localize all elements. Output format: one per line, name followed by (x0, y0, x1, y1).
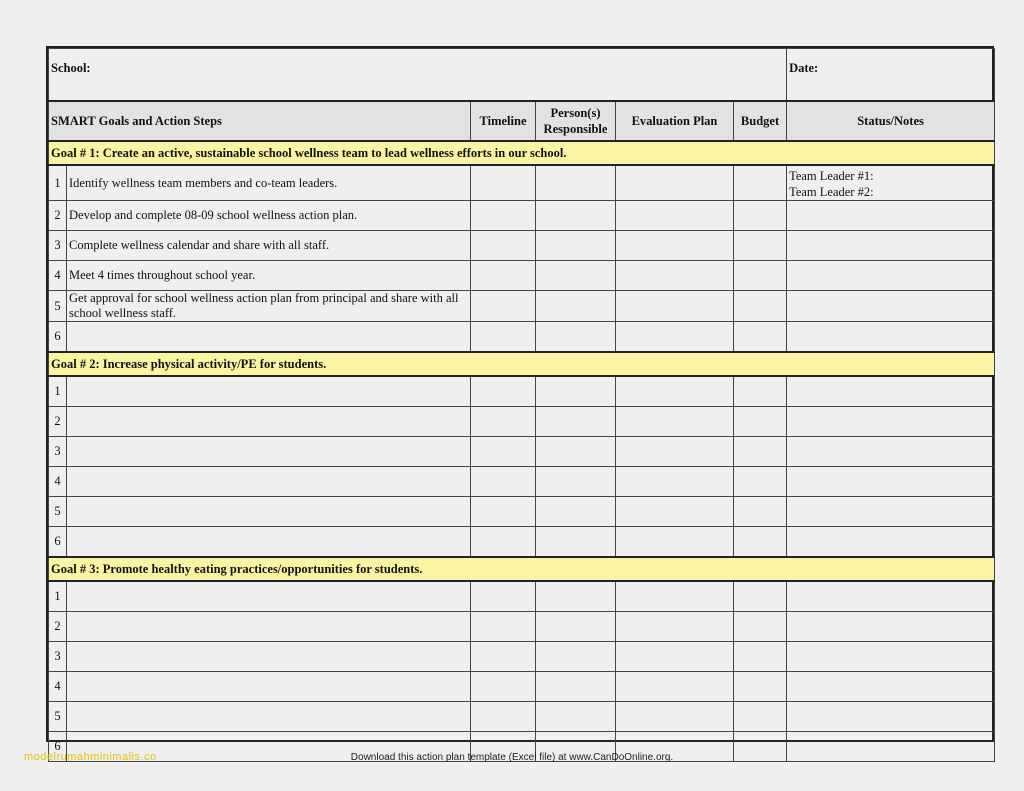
step-text-cell[interactable] (67, 497, 471, 527)
evaluation-cell[interactable] (616, 581, 734, 612)
date-field[interactable] (787, 49, 995, 102)
evaluation-cell[interactable] (616, 612, 734, 642)
step-number: 5 (49, 702, 67, 732)
col-budget: Budget (734, 101, 787, 141)
footer-note: Download this action plan template (Excel file) at www.CanDoOnline.org. (350, 752, 674, 763)
timeline-cell[interactable] (471, 407, 536, 437)
evaluation-cell[interactable] (616, 497, 734, 527)
step-number: 2 (49, 407, 67, 437)
step-number: 2 (49, 612, 67, 642)
action-plan-sheet (46, 46, 994, 753)
timeline-cell[interactable] (471, 261, 536, 291)
status-cell[interactable] (787, 322, 995, 353)
action-step-row (49, 291, 995, 322)
status-cell[interactable] (787, 231, 995, 261)
step-text-cell[interactable]: Complete wellness calendar and share with all staff. (67, 231, 471, 261)
status-cell[interactable] (787, 407, 995, 437)
action-step-row (49, 581, 995, 612)
step-text-cell[interactable] (67, 437, 471, 467)
status-cell[interactable] (787, 165, 995, 201)
evaluation-cell[interactable] (616, 672, 734, 702)
step-number: 4 (49, 261, 67, 291)
budget-cell[interactable] (734, 407, 787, 437)
timeline-cell[interactable] (471, 527, 536, 558)
step-number: 4 (49, 467, 67, 497)
person-cell[interactable] (536, 527, 616, 558)
step-text-cell[interactable] (67, 322, 471, 353)
person-cell[interactable] (536, 672, 616, 702)
goal-row (49, 141, 995, 165)
status-cell[interactable] (787, 527, 995, 558)
goal-row (49, 352, 995, 376)
action-step-row (49, 261, 995, 291)
school-field[interactable] (49, 49, 787, 102)
evaluation-cell[interactable] (616, 642, 734, 672)
timeline-cell[interactable] (471, 322, 536, 353)
col-timeline: Timeline (471, 101, 536, 141)
status-cell[interactable] (787, 437, 995, 467)
status-note: Team Leader #1: (789, 169, 874, 183)
step-number: 3 (49, 437, 67, 467)
budget-cell[interactable] (734, 527, 787, 558)
status-cell[interactable] (787, 672, 995, 702)
budget-cell[interactable] (734, 437, 787, 467)
status-cell[interactable] (787, 497, 995, 527)
step-text-cell[interactable]: Identify wellness team members and co-team leaders. (67, 165, 471, 201)
timeline-cell[interactable] (471, 497, 536, 527)
evaluation-cell[interactable] (616, 467, 734, 497)
step-number: 1 (49, 165, 67, 201)
person-cell[interactable] (536, 702, 616, 732)
timeline-cell[interactable] (471, 702, 536, 732)
action-step-row (49, 407, 995, 437)
evaluation-cell[interactable] (616, 231, 734, 261)
action-step-row (49, 672, 995, 702)
action-plan-table (48, 48, 995, 762)
step-number: 2 (49, 201, 67, 231)
person-cell[interactable] (536, 322, 616, 353)
budget-cell[interactable] (734, 376, 787, 407)
person-cell[interactable] (536, 231, 616, 261)
step-text-cell[interactable] (67, 376, 471, 407)
timeline-cell[interactable] (471, 201, 536, 231)
person-cell[interactable] (536, 437, 616, 467)
evaluation-cell[interactable] (616, 376, 734, 407)
budget-cell[interactable] (734, 612, 787, 642)
status-cell[interactable] (787, 261, 995, 291)
status-cell[interactable] (787, 467, 995, 497)
column-header-row (49, 101, 995, 141)
timeline-cell[interactable] (471, 581, 536, 612)
action-step-row (49, 702, 995, 732)
goal-title: Goal # 3: Promote healthy eating practices/opportunities for students. (49, 557, 995, 581)
action-step-row (49, 612, 995, 642)
step-text-cell[interactable] (67, 467, 471, 497)
date-label: Date: (789, 61, 819, 75)
action-step-row (49, 467, 995, 497)
evaluation-cell[interactable] (616, 702, 734, 732)
watermark: modelrumahminimalis.co (24, 751, 157, 763)
status-cell[interactable] (787, 702, 995, 732)
goal-row (49, 557, 995, 581)
action-step-row (49, 497, 995, 527)
timeline-cell[interactable] (471, 437, 536, 467)
evaluation-cell[interactable] (616, 322, 734, 353)
action-step-row (49, 322, 995, 353)
budget-cell[interactable] (734, 702, 787, 732)
school-date-row (49, 49, 995, 102)
action-step-row (49, 376, 995, 407)
budget-cell[interactable] (734, 201, 787, 231)
col-person-line2: Responsible (543, 122, 608, 136)
col-person (536, 101, 616, 141)
budget-cell[interactable] (734, 642, 787, 672)
goal-title: Goal # 2: Increase physical activity/PE for students. (49, 352, 995, 376)
step-number: 3 (49, 231, 67, 261)
budget-cell[interactable] (734, 467, 787, 497)
school-label: School: (51, 61, 91, 75)
timeline-cell[interactable] (471, 642, 536, 672)
step-text-cell[interactable]: Meet 4 times throughout school year. (67, 261, 471, 291)
budget-cell[interactable] (734, 581, 787, 612)
budget-cell[interactable] (734, 322, 787, 353)
status-cell[interactable] (787, 291, 995, 322)
step-text-cell[interactable] (67, 672, 471, 702)
status-note: Team Leader #2: (789, 185, 874, 199)
step-text-cell[interactable]: Get approval for school wellness action plan from principal and share with all school wellness staff. (67, 291, 471, 322)
timeline-cell[interactable] (471, 672, 536, 702)
timeline-cell[interactable] (471, 231, 536, 261)
step-number: 6 (49, 732, 67, 762)
step-text-cell[interactable]: Develop and complete 08-09 school wellness action plan. (67, 201, 471, 231)
budget-cell[interactable] (734, 497, 787, 527)
timeline-cell[interactable] (471, 291, 536, 322)
budget-cell[interactable] (734, 231, 787, 261)
step-number: 6 (49, 322, 67, 353)
person-cell[interactable] (536, 165, 616, 201)
step-number: 3 (49, 642, 67, 672)
person-cell[interactable] (536, 642, 616, 672)
timeline-cell[interactable] (471, 612, 536, 642)
evaluation-cell[interactable] (616, 261, 734, 291)
person-cell[interactable] (536, 612, 616, 642)
status-cell[interactable] (787, 642, 995, 672)
evaluation-cell[interactable] (616, 437, 734, 467)
person-cell[interactable] (536, 467, 616, 497)
budget-cell[interactable] (734, 261, 787, 291)
col-goals: SMART Goals and Action Steps (49, 101, 471, 141)
action-step-row (49, 165, 995, 201)
person-cell[interactable] (536, 407, 616, 437)
status-cell[interactable] (787, 376, 995, 407)
budget-cell[interactable] (734, 165, 787, 201)
step-number: 4 (49, 672, 67, 702)
person-cell[interactable] (536, 497, 616, 527)
action-step-row (49, 437, 995, 467)
step-number: 6 (49, 527, 67, 558)
evaluation-cell[interactable] (616, 165, 734, 201)
person-cell[interactable] (536, 261, 616, 291)
step-number: 5 (49, 497, 67, 527)
action-step-row (49, 527, 995, 558)
step-text-cell[interactable] (67, 612, 471, 642)
budget-cell[interactable] (734, 672, 787, 702)
goal-title: Goal # 1: Create an active, sustainable school wellness team to lead wellness efforts in our school. (49, 141, 995, 165)
step-text-cell[interactable] (67, 581, 471, 612)
person-cell[interactable] (536, 376, 616, 407)
step-text-cell[interactable] (67, 702, 471, 732)
col-person-line1: Person(s) (550, 106, 601, 120)
status-cell[interactable] (787, 612, 995, 642)
evaluation-cell[interactable] (616, 291, 734, 322)
col-evaluation: Evaluation Plan (616, 101, 734, 141)
evaluation-cell[interactable] (616, 407, 734, 437)
person-cell[interactable] (536, 291, 616, 322)
timeline-cell[interactable] (471, 467, 536, 497)
status-cell[interactable] (787, 581, 995, 612)
status-cell[interactable] (787, 201, 995, 231)
budget-cell[interactable] (734, 291, 787, 322)
col-status: Status/Notes (787, 101, 995, 141)
person-cell[interactable] (536, 581, 616, 612)
step-number: 5 (49, 291, 67, 322)
action-step-row (49, 201, 995, 231)
evaluation-cell[interactable] (616, 527, 734, 558)
step-number: 1 (49, 376, 67, 407)
step-text-cell[interactable] (67, 527, 471, 558)
action-step-row (49, 642, 995, 672)
step-text-cell[interactable] (67, 407, 471, 437)
timeline-cell[interactable] (471, 376, 536, 407)
person-cell[interactable] (536, 201, 616, 231)
step-number: 1 (49, 581, 67, 612)
evaluation-cell[interactable] (616, 201, 734, 231)
timeline-cell[interactable] (471, 165, 536, 201)
action-step-row (49, 231, 995, 261)
step-text-cell[interactable] (67, 642, 471, 672)
